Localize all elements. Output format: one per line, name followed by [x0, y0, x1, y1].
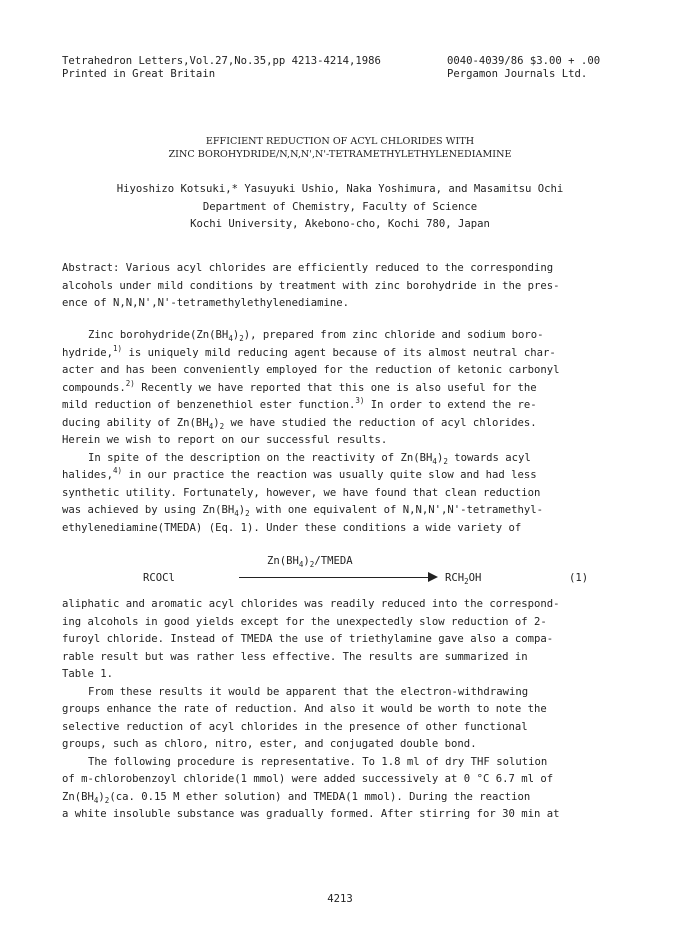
body-line: synthetic utility. Fortunately, however, we have found that clean reduction [62, 486, 541, 499]
title-line-2: ZINC BOROHYDRIDE/N,N,N',N'-TETRAMETHYLETHYLENEDIAMINE [168, 149, 512, 160]
body-line: groups, such as chloro, nitro, ester, and conjugated double bond. [62, 738, 477, 750]
body-line: ing alcohols in good yields except for the unexpectedly slow reduction of 2- [62, 615, 547, 628]
body-line: furoyl chloride. Instead of TMEDA the use of triethylamine gave also a compa- [62, 633, 554, 645]
equation-reagent: $Zn(BH_4)_2$/TMEDA [267, 555, 353, 569]
body-text-top [62, 327, 622, 537]
title-line-1: EFFICIENT REDUCTION OF ACYL CHLORIDES WITH [205, 136, 475, 147]
author-department: Department of Chemistry, Faculty of Science [202, 200, 478, 213]
reference-marker: 1) [113, 343, 123, 353]
abstract-line: ence of N,N,N',N'-tetramethylethylenediamine. [62, 297, 350, 309]
body-line: of m-chlorobenzoyl chloride(1 mmol) were added successively at 0 °C 6.7 ml of [62, 773, 554, 785]
author-names: Hiyoshizo Kotsuki,* Yasuyuki Ushio, Naka Yoshimura, and Masamitsu Ochi [116, 183, 564, 195]
equation-reactant: RCOCl [143, 572, 175, 584]
body-line: rable result but was rather less effective. The results are summarized in [62, 650, 528, 663]
body-line: From these results it would be apparent that the electron-withdrawing [88, 685, 529, 698]
reaction-arrowhead-icon [428, 572, 438, 582]
reference-marker: 4) [113, 466, 123, 475]
body-line: a white insoluble substance was gradually formed. After stirring for 30 min at [62, 808, 560, 820]
body-line: compounds.$^{2)}$ Recently we have reported that this one is also useful for the [62, 378, 537, 394]
paper-title [0, 135, 680, 161]
body-line: Herein we wish to report on our successful results. [62, 434, 388, 446]
journal-citation: Tetrahedron Letters,Vol.27,No.35,pp 4213-4214,1986 [62, 55, 381, 67]
journal-price-code: 0040-4039/86 $3.00 + .00 [447, 55, 601, 67]
publisher: Pergamon Journals Ltd. [447, 68, 588, 80]
author-block [0, 181, 680, 234]
reference-marker: 2) [125, 378, 135, 388]
body-line: acter and has been conveniently employed for the reduction of ketonic carbonyl [62, 364, 560, 376]
equation-product: $RCH_2OH$ [445, 572, 482, 586]
abstract-line: Abstract: Various acyl chlorides are efficiently reduced to the corresponding [62, 262, 554, 274]
body-line: $Zn(BH_4)_2(ca$. 0.15 M ether solution) and TMEDA(1 mmol). During the reaction [62, 790, 531, 805]
body-text-bottom [62, 596, 622, 824]
printed-location: Printed in Great Britain [62, 68, 216, 80]
journal-header [62, 55, 622, 81]
equation-1 [62, 555, 622, 591]
equation-number: (1) [569, 572, 589, 584]
body-line: halides,$^{4)}$ in our practice the reaction was usually quite slow and had less [62, 466, 537, 481]
body-line: was achieved by using $Zn(BH_4)_2$ with one equivalent of N,N,N',N'-tetramethyl- [62, 504, 544, 518]
author-university: Kochi University, Akebono-cho, Kochi 780, Japan [190, 218, 490, 230]
body-line: aliphatic and aromatic acyl chlorides was readily reduced into the correspond- [62, 598, 560, 610]
reaction-arrow [239, 577, 434, 578]
reference-marker: 3) [355, 396, 365, 405]
body-line: selective reduction of acyl chlorides in the presence of other functional [62, 720, 528, 733]
body-line: ethylenediamine(TMEDA) (Eq. 1). Under these conditions a wide variety of [62, 521, 522, 534]
body-line: Table 1. [62, 668, 114, 680]
body-line: ducing ability of $Zn(BH_4)_2$ we have studied the reduction of acyl chlorides. [62, 416, 537, 431]
body-line: Zinc $borohydride(Zn(BH_4)_2)$, prepared from zinc chloride and sodium boro- [88, 329, 544, 343]
body-line: hydride,$^{1)}$ is uniquely mild reducing agent because of its almost neutral char- [62, 343, 556, 359]
body-line: groups enhance the rate of reduction. And also it would be worth to note the [62, 703, 547, 715]
body-line: In spite of the description on the reactivity of $Zn(BH_4)_2$ towards acyl [88, 451, 531, 466]
abstract-line: alcohols under mild conditions by treatment with zinc borohydride in the pres- [62, 279, 560, 292]
body-line: The following procedure is representative. To 1.8 ml of dry THF solution [88, 755, 548, 768]
abstract [62, 260, 622, 313]
page-number: 4213 [327, 893, 353, 905]
body-line: mild reduction of benzenethiol ester function.$^{3)}$ In order to extend the re- [62, 396, 537, 411]
